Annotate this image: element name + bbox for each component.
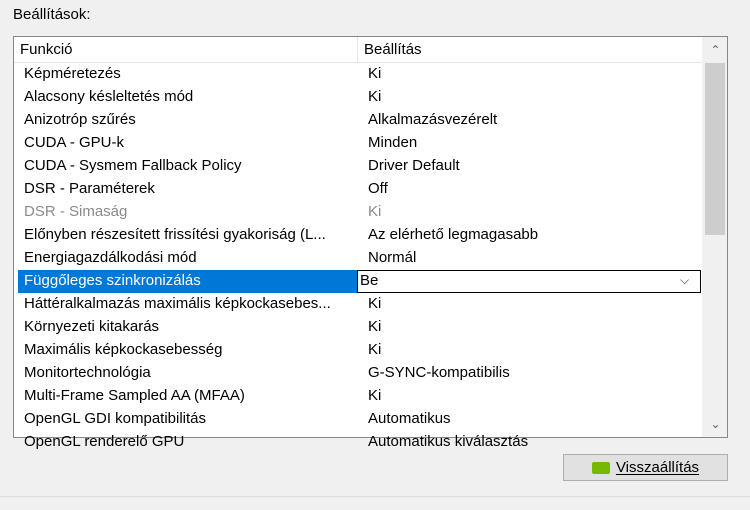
feature-name: Anizotróp szűrés [24,111,136,128]
column-header-setting[interactable]: Beállítás [364,41,422,58]
settings-section-title: Beállítások: [13,6,91,23]
scroll-thumb[interactable] [705,63,725,235]
table-row[interactable] [14,224,702,247]
feature-name: Környezeti kitakarás [24,318,160,335]
setting-value: Driver Default [368,157,460,174]
table-row[interactable] [14,109,702,132]
table-row[interactable] [14,155,702,178]
setting-value: Az elérhető legmagasabb [368,226,539,243]
table-row[interactable] [14,385,702,408]
setting-value: Ki [368,88,382,105]
feature-name: OpenGL GDI kompatibilitás [24,410,207,427]
scroll-up-icon[interactable]: ⌃ [710,43,721,57]
table-row[interactable] [14,86,702,109]
table-row[interactable] [14,408,702,431]
setting-value: Off [368,180,388,197]
setting-value: Alkalmazásvezérelt [368,111,498,128]
feature-name: Energiagazdálkodási mód [24,249,197,266]
feature-name: Multi-Frame Sampled AA (MFAA) [24,387,245,404]
setting-value: Ki [368,318,382,335]
table-row[interactable] [14,63,702,86]
table-body [14,63,702,450]
feature-name: Függőleges szinkronizálás [24,272,201,289]
chevron-down-icon[interactable]: ⌵ [680,273,690,287]
table-row[interactable] [14,270,702,293]
setting-value: Normál [368,249,417,266]
setting-value: Ki [368,295,382,312]
scroll-down-icon[interactable]: ⌄ [710,417,721,431]
feature-name: Előnyben részesített frissítési gyakoriság (L... [24,226,326,243]
setting-value: Ki [368,203,382,220]
table-row[interactable] [14,132,702,155]
feature-name: DSR - Simaság [24,203,128,220]
table-row[interactable] [14,178,702,201]
feature-name: OpenGL renderelő GPU [24,433,185,450]
table-row[interactable] [14,293,702,316]
nvidia-icon [592,462,610,474]
feature-name: Alacsony késleltetés mód [24,88,194,105]
setting-value: G-SYNC-kompatibilis [368,364,510,381]
feature-name: CUDA - Sysmem Fallback Policy [24,157,242,174]
feature-name: Maximális képkockasebesség [24,341,223,358]
table-row[interactable] [14,316,702,339]
table-row[interactable] [14,431,702,454]
setting-value: Ki [368,65,382,82]
vertical-scrollbar[interactable] [702,37,727,437]
column-divider[interactable] [357,37,358,63]
setting-value: Ki [368,341,382,358]
feature-name: Háttéralkalmazás maximális képkockasebes... [24,295,331,312]
table-row[interactable] [14,362,702,385]
settings-table [13,36,728,450]
setting-value: Ki [368,387,382,404]
setting-value: Automatikus [368,410,451,427]
table-header [14,37,702,63]
table-row[interactable] [14,339,702,362]
feature-name: CUDA - GPU-k [24,134,125,151]
feature-name: DSR - Paraméterek [24,180,155,197]
bottom-strip [0,496,750,510]
feature-name: Képméretezés [24,65,121,82]
table-row[interactable] [14,201,702,224]
reset-button-label: Visszaállítás [615,459,700,476]
table-row[interactable] [14,247,702,270]
column-header-feature[interactable]: Funkció [20,41,73,58]
reset-button[interactable] [563,454,728,481]
setting-value[interactable]: Be [360,272,379,289]
setting-value: Minden [368,134,418,151]
feature-name: Monitortechnológia [24,364,151,381]
setting-value: Automatikus kiválasztás [368,433,529,450]
